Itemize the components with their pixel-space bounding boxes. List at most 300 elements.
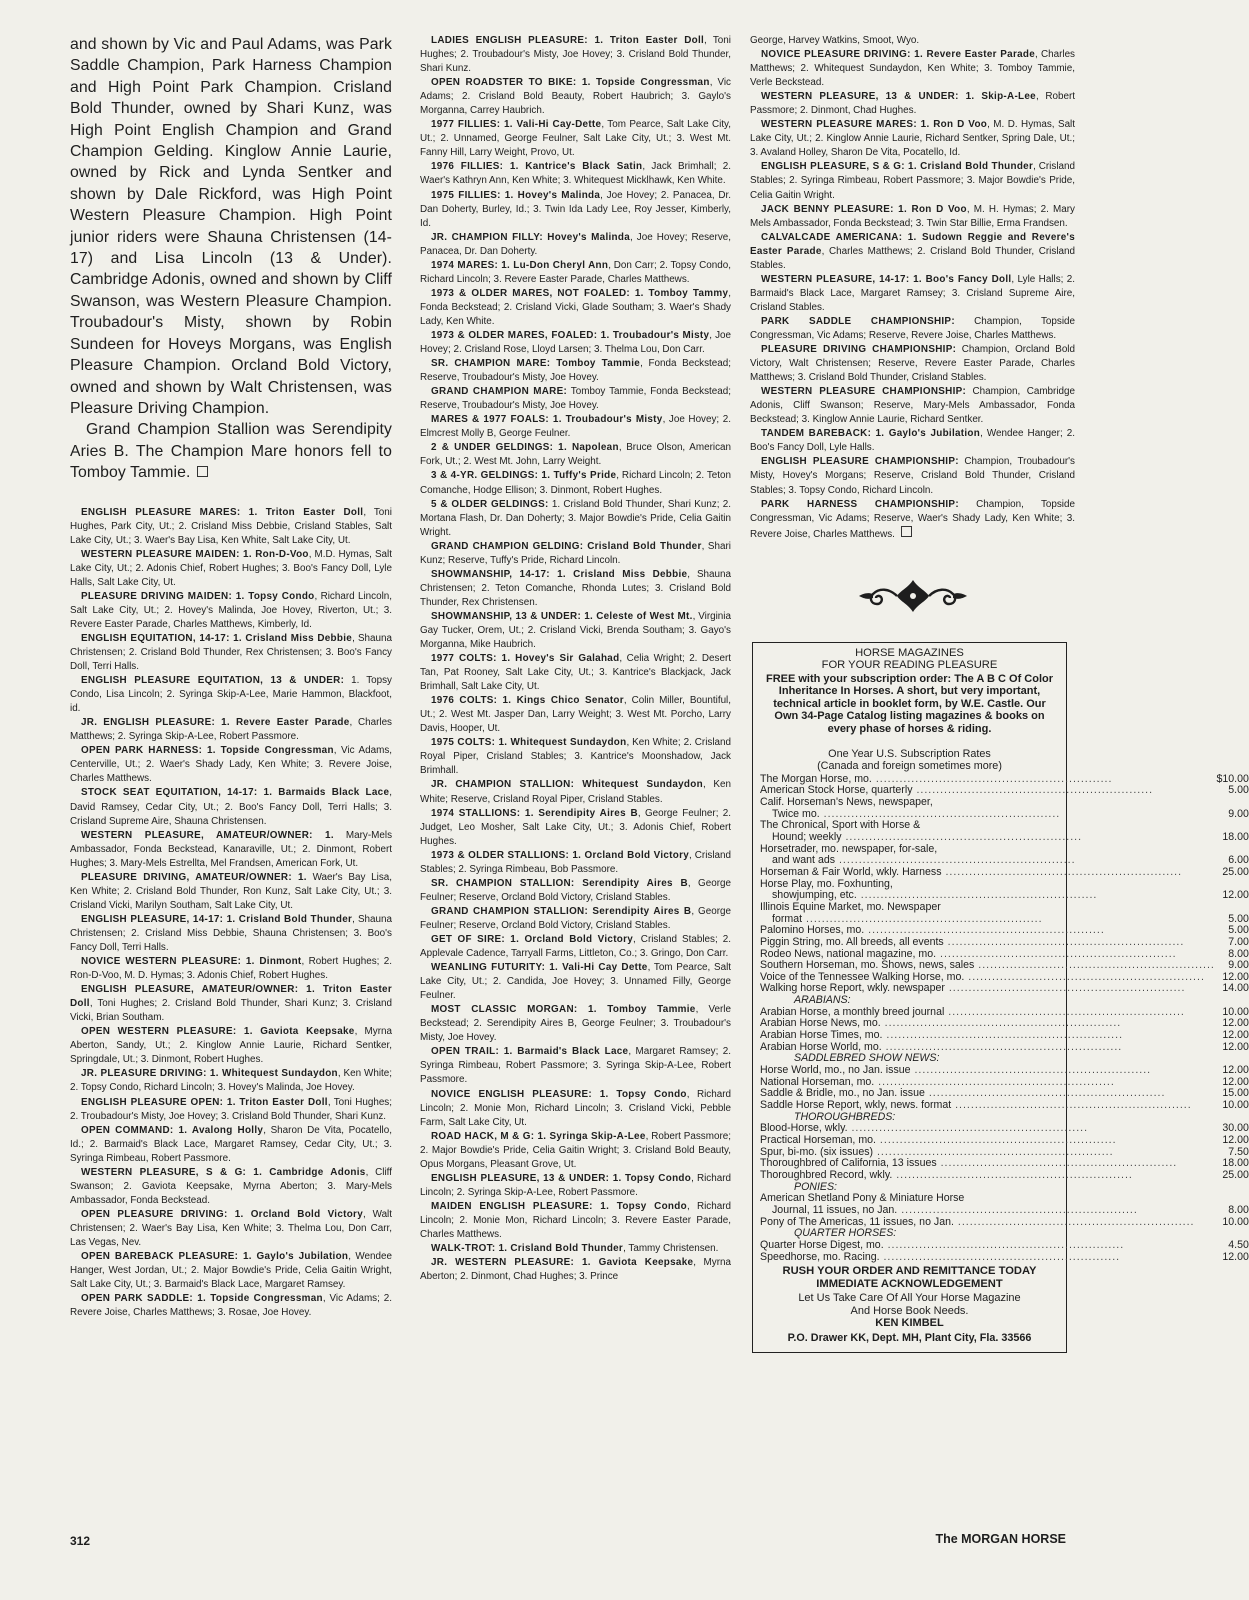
placings: Champion, Cambridge Adonis, Cliff Swanson; Reserve, Mary-Mels Ambassador, Fonda Beckstead; 3. Kinglow Annie Laurie, Richard Sentker. [750,386,1075,426]
class-name: JR. CHAMPION STALLION: Whitequest Sundaydon [431,779,703,791]
rush-order [760,1265,1059,1290]
rate-title-text: Arabian Horse World, mo. [760,1040,882,1053]
placings: , Lyle Halls; 2. Barmaid's Black Lace, Margaret Ramsey; 3. Crisland Supreme Aire, Crisland Stables. [750,273,1075,313]
result-entry [70,1124,392,1166]
placings: , Fonda Beckstead; Reserve, Troubadour's Misty, Joe Hovey. [420,358,731,384]
result-entry [70,913,392,955]
care-line: Let Us Take Care Of All Your Horse Magazine [798,1292,1021,1305]
rate-price: 12.00 [1222,1075,1249,1088]
rate-title-text: The Chronical, Sport with Horse & [760,819,921,832]
placings: , Crisland Stables; 2. Syringa Rimbeau, Bob Passmore. [420,849,731,875]
class-name: MOST CLASSIC MORGAN: 1. Tomboy Tammie [431,1004,696,1016]
result-entry [420,189,731,231]
rate-title-text: Hound; weekly [772,830,842,843]
rate-price: 12.00 [1222,970,1249,983]
rate-title-text: Arabian Horse, a monthly breed journal [760,1005,945,1018]
placings: , Myrna Aberton; 2. Dinmont, Chad Hughes; 3. Prince [420,1257,731,1283]
result-entry [70,1067,392,1095]
class-name: ENGLISH PLEASURE CHAMPIONSHIP: [761,456,959,468]
class-name: 3 & 4-YR. GELDINGS: 1. Tuffy's Pride [431,470,617,482]
result-entry [70,506,392,548]
result-entry [420,259,731,287]
class-name: PLEASURE DRIVING MAIDEN: 1. Topsy Condo [81,590,315,602]
placings: , Joe Hovey; Reserve, Panacea, Dr. Dan Doherty. [420,231,731,257]
dot-leader: ............................................................ [964,970,1205,983]
result-entry [70,632,392,674]
result-entry [70,674,392,716]
result-entry [70,590,392,632]
class-name: ENGLISH PLEASURE, 13 & UNDER: 1. Topsy Condo [431,1172,692,1184]
result-entry [70,871,392,913]
rate-title-text: The Morgan Horse, mo. [760,772,872,785]
result-entry [70,744,392,786]
result-entry [420,1242,731,1256]
result-entry [420,498,731,540]
placings: , Tammy Christensen. [623,1243,719,1255]
result-entry [420,610,731,652]
placings: , Myrna Aberton, Sandy, Ut.; 2. Kinglow Annie Laurie, Richard Sentker, Springdale, Ut.; 3. Dinmont, Robert Hughes. [70,1026,392,1066]
class-name: JR. PLEASURE DRIVING: 1. Whitequest Sundaydon [81,1068,338,1080]
result-entry [750,343,1075,385]
class-name: 1973 & OLDER MARES, NOT FOALED: 1. Tomboy Tammy [431,287,729,299]
class-name: GRAND CHAMPION GELDING: Crisland Bold Thunder [431,540,702,552]
placings: , Toni Hughes; 2. Troubadour's Misty, Joe Hovey; 3. Crisland Bold Thunder, Shari Kunz. [70,1096,392,1122]
class-name: ENGLISH PLEASURE OPEN: 1. Triton Easter Doll [81,1096,328,1108]
result-entry [420,849,731,877]
class-name: STOCK SEAT EQUITATION, 14-17: 1. Barmaids Black Lace [81,787,390,799]
placings: Champion, Topside Congressman, Vic Adams; Reserve, Revere Joise, Charles Matthews. [750,315,1075,341]
result-entry [750,315,1075,343]
placings: , Verle Beckstead; 2. Serendipity Aires B, George Feulner; 3. Troubadour's Misty, Joe Hovey. [420,1004,731,1044]
dot-leader: ............................................................ [943,935,1185,948]
results-list-1 [70,506,392,1321]
class-name: 1973 & OLDER MARES, FOALED: 1. Troubadour's Misty [431,329,710,341]
publication-name: The MORGAN HORSE [935,1532,1066,1546]
result-entry [420,1088,731,1130]
placings: , David Ramsey, Cedar City, Ut.; 2. Boo's Fancy Doll, Terri Halls; 3. Crisland Supreme Aire, Shauna Christensen. [70,787,392,827]
dot-leader: ............................................................ [892,1168,1133,1181]
dot-leader: ............................................................ [802,912,1043,925]
rate-title-text: Speedhorse, mo. Racing. [760,1250,880,1263]
rate-price: 8.00 [1228,1203,1249,1216]
result-entry [420,385,731,413]
placings: , Crisland Stables; 2. Applevale Cadence, Tarryall Farms, Littleton, Co.; 3. Gringo, Don Carr. [420,934,731,960]
class-name: OPEN COMMAND: 1. Avalong Holly [81,1124,264,1136]
placings: , Crisland Stables; 2. Syringa Rimbeau, Robert Passmore; 3. Major Bowdie's Pride, Celia Gaitin Wright. [750,161,1075,201]
rate-title-text: Journal, 11 issues, no Jan. [772,1203,898,1216]
class-name: JR. ENGLISH PLEASURE: 1. Revere Easter Parade [81,717,350,729]
dot-leader: ............................................................ [953,1215,1195,1228]
end-mark-icon [197,466,208,477]
rate-title-text: Horsetrader, mo. newspaper, for-sale, [760,842,938,855]
rate-price: 6.00 [1228,854,1249,867]
rate-price: 10.00 [1222,1099,1249,1112]
result-entry [420,329,731,357]
rate-title-text: Southern Horseman, mo. Shows, news, sales [760,959,975,972]
dot-leader: ............................................................ [882,1029,1124,1042]
placings: Champion, Troubadour's Misty, Hovey's Morgans; Reserve, Crisland Bold Thunder, Crisland Stables; 3. Topsy Condo, Richard Lincoln. [750,456,1075,496]
placings: , Walt Christensen; 2. Waer's Bay Lisa, Ken White; 3. Thelma Lou, Don Carr, Las Vegas, Nev. [70,1208,392,1248]
intro-paragraph: and shown by Vic and Paul Adams, was Park Saddle Champion, Park Harness Champion and High Point Park Champion. Crisland Bold Thunder, owned by Shari Kunz, was High Point English Champion and Grand Champion Gelding. Kinglow Annie Laurie, owned by Rick and Lynda Sentker and shown by Dale Rickford, was High Point Western Pleasure Champion. High Point junior riders were Shauna Christensen (14-17) and Lisa Lincoln (13 & Under). Cambridge Adonis, owned and shown by Cliff Swanson, was Western Pleasure Champion. Troubadour's Misty, shown by Robin Sundeen for Hoveys Morgans, was English Pleasure Champion. Orcland Bold Victory, owned and shown by Walt Christensen, was Pleasure Driving Champion. [70,36,392,417]
rate-title-text: American Stock Horse, quarterly [760,784,913,797]
placings: , Fonda Beckstead; 2. Crisland Vicki, Glade Southam; 3. Waer's Shady Lady, Ken White. [420,287,731,327]
class-name: 1974 STALLIONS: 1. Serendipity Aires B [431,807,638,819]
class-name: JACK BENNY PLEASURE: 1. Ron D Voo [761,203,967,215]
rate-price: 9.00 [1228,959,1249,972]
result-entry [420,736,731,778]
rate-price: 30.00 [1222,1122,1249,1135]
result-entry [750,90,1075,118]
care-line: And Horse Book Needs. [850,1304,969,1317]
dot-leader: ............................................................ [875,1134,1117,1146]
rate-title-text: American Shetland Pony & Miniature Horse [760,1192,965,1205]
class-name: 1976 COLTS: 1. Kings Chico Senator [431,695,624,707]
column-2 [420,34,731,1284]
rate-price [1215,797,1249,809]
result-entry [420,1003,731,1045]
class-name: GRAND CHAMPION STALLION: Serendipity Aires B [431,905,692,917]
rate-title-text: Horse World, mo., no Jan. issue [760,1064,911,1077]
class-name: NOVICE ENGLISH PLEASURE: 1. Topsy Condo [431,1088,687,1100]
rate-title-text: Quarter Horse Digest, mo. [760,1238,884,1251]
rate-title-text: Piggin String, mo. All breeds, all events [760,935,944,948]
placings: , Shauna Christensen; 2. Crisland Miss Debbie, Shauna Christensen; 3. Boo's Fancy Doll, Terri Halls. [70,913,392,953]
result-entry [420,778,731,806]
result-entry [420,694,731,736]
rate-title-text: Horse Play, mo. Foxhunting, [760,877,893,890]
rate-title-text: Illinois Equine Market, mo. Newspaper [760,900,941,913]
placings: , Robert Passmore; 2. Major Bowdie's Pride, Celia Gaitin Wright; 3. Crisland Bold Beauty, Opus Morgans, Pleasant Grove, Ut. [420,1130,731,1170]
result-entry [420,76,731,118]
placings: , Shari Kunz; Reserve, Tuffy's Pride, Richard Lincoln. [420,540,731,566]
placings: , Joe Hovey; 2. Elmcrest Molly B, George Feulner. [420,414,732,440]
placings: , Margaret Ramsey; 2. Syringa Rimbeau, Robert Passmore; 3. Syringa Skip-A-Lee, Robert Passmore. [420,1046,731,1086]
rate-price: 9.00 [1228,807,1249,820]
placings: , Ken White; 2. Crisland Royal Piper, Crisland Stables; 3. Kantrice's Moonshadow, Jack Brimhall. [420,737,731,777]
result-entry [70,1208,392,1250]
placings: , Vic Adams; 2. Revere Joise, Charles Matthews; 3. Rosae, Joe Hovey. [70,1293,392,1319]
dot-leader: ............................................................ [936,1157,1178,1170]
result-entry [750,427,1075,455]
result-entry [750,231,1075,273]
result-entry [420,1045,731,1087]
ad-free-offer: FREE with your subscription order: The A B C Of Color Inheritance In Horses. A short, but very important, technical article in booklet form, by W.E. Castle. Our Own 34-Page Catalog listing magazines & books on every phase of horses & riding. [765,672,1054,736]
rate-title-text: Palomino Horses, mo. [760,924,865,937]
dot-leader: ............................................................ [944,1005,1185,1018]
dot-leader: ............................................................ [912,784,1154,797]
rate-title-text: format [772,912,803,925]
rate-title-text: ARABIANS: [794,994,851,1007]
class-name: PLEASURE DRIVING CHAMPIONSHIP: [761,344,957,356]
rate-price: 8.00 [1228,947,1249,960]
class-name: ENGLISH PLEASURE EQUITATION, 13 & UNDER: [81,675,345,687]
result-entry [420,807,731,849]
class-name: OPEN PLEASURE DRIVING: 1. Orcland Bold Victory [81,1208,363,1220]
result-entry [420,287,731,329]
rate-title-text: Walking horse Report, wkly. newspaper [760,982,945,995]
placings: , Richard Lincoln; 2. Monie Mon, Richard Lincoln; 3. Crisland Vicki, Pebble Farm, Salt Lake City, Ut. [420,1088,731,1128]
placings: Tomboy Tammie, Fonda Beckstead; Reserve, Troubadour's Misty, Joe Hovey. [420,386,731,412]
result-entry [70,548,392,590]
placings: , Wendee Hanger, West Jordan, Ut.; 2. Major Bowdie's Pride, Celia Gaitin Wright, Salt Lake City, Ut.; 3. Barmaid's Black Lace, Margaret Ramsey. [70,1251,393,1291]
class-name: OPEN WESTERN PLEASURE: 1. Gaviota Keepsake [81,1026,355,1038]
rate-price: 18.00 [1222,1157,1249,1170]
placings: Mary-Mels Ambassador, Fonda Beckstead, Kanaraville, Ut.; 2. Dinmont, Robert Hughes; 3. Mary-Mels Estrellta, Mel Frandsen, American Fork, Ut. [70,829,393,869]
rate-title-text: QUARTER HORSES: [794,1227,897,1240]
class-name: PLEASURE DRIVING, AMATEUR/OWNER: 1. [81,871,307,883]
result-entry [420,34,731,76]
rate-price: 14.00 [1222,982,1249,995]
dot-leader: ............................................................ [883,1238,1125,1251]
class-name: 1974 MARES: 1. Lu-Don Cheryl Ann [431,259,609,271]
class-name: 1976 FILLIES: 1. Kantrice's Black Satin [431,161,643,173]
result-entry [420,961,731,1003]
rate-price: 12.00 [1222,1250,1249,1263]
placings: , Shauna Christensen; 2. Teton Comanche, Rhonda Lutes; 3. Crisland Bold Thunder, Rex Christensen. [420,568,731,608]
class-name: MAIDEN ENGLISH PLEASURE: 1. Topsy Condo [431,1200,687,1212]
class-name: SHOWMANSHIP, 13 & UNDER: 1. Celeste of West Mt. [431,610,693,622]
care-note [760,1292,1059,1317]
result-entry [750,498,1075,542]
result-entry [750,118,1075,160]
result-entry [750,385,1075,427]
rate-price: 10.00 [1222,1005,1249,1018]
result-entry [420,357,731,385]
dot-leader: ............................................................ [847,1122,1089,1135]
result-entry [70,983,392,1025]
rate-title-text: SADDLEBRED SHOW NEWS: [794,1052,940,1065]
placings: , Robert Hughes; 2. Ron-D-Voo, M. D. Hymas; 3. Adonis Chief, Robert Hughes. [70,956,392,982]
rate-title-text: Twice mo. [772,807,820,820]
class-name: WESTERN PLEASURE, 13 & UNDER: 1. Skip-A-Lee [761,91,1036,103]
class-name: OPEN ROADSTER TO BIKE: 1. Topside Congressman [431,77,710,89]
class-name: SR. CHAMPION STALLION: Serendipity Aires B [431,877,688,889]
placings: , Bruce Olson, American Fork, Ut.; 2. West Mt. John, Larry Weight. [420,442,731,468]
class-name: OPEN TRAIL: 1. Barmaid's Black Lace [431,1046,629,1058]
rate-title-text: Arabian Horse News, mo. [760,1017,881,1030]
rate-title-text: National Horseman, mo. [760,1075,875,1088]
placings: , Don Carr; 2. Topsy Condo, Richard Lincoln; 3. Revere Easter Parade, Charles Matthews. [420,259,731,285]
class-name: PARK HARNESS CHAMPIONSHIP: [761,498,959,510]
placings: , Celia Wright; 2. Desert Tan, Pat Rooney, Salt Lake City, Ut.; 3. Kantrice's Blackjack, Jack Brimhall, Salt Lake City, Ut. [420,653,731,693]
rates-note: (Canada and foreign sometimes more) [817,759,1002,772]
column-1 [70,34,392,1320]
rate-title-text: Pony of The Americas, 11 issues, no Jan. [760,1215,954,1228]
dot-leader: ............................................................ [819,807,1061,820]
class-name: GRAND CHAMPION MARE: [431,386,568,398]
placings: , Robert Passmore; 2. Dinmont, Chad Hughes. [750,91,1075,117]
rate-price: 25.00 [1222,865,1249,878]
page-number: 312 [70,1534,91,1548]
intro-paragraph-text: Grand Champion Stallion was Serendipity Aries B. The Champion Mare honors fell to Tomboy Tammie. [70,421,392,482]
class-name: WEANLING FUTURITY: 1. Vali-Hi Cay Dette [431,962,648,974]
placings: , Richard Lincoln; 2. Monie Mon, Richard Lincoln; 3. Revere Easter Parade, Charles Matthews. [420,1200,732,1240]
ad-subheading: FOR YOUR READING PLEASURE [821,659,998,672]
dot-leader: ............................................................ [873,1145,1114,1158]
result-entry [70,955,392,983]
result-entry [70,716,392,744]
rate-row [760,1252,1249,1264]
result-entry [420,1130,731,1172]
placings: , Charles Matthews; 2. Syringa Skip-A-Lee, Robert Passmore. [70,717,392,743]
rate-price: 7.50 [1228,1145,1249,1158]
class-name: PARK SADDLE CHAMPIONSHIP: [761,315,955,327]
results-list-2 [420,34,731,1284]
class-name: MARES & 1977 FOALS: 1. Troubadour's Misty [431,414,663,426]
rate-price: 12.00 [1222,1064,1249,1077]
result-entry [750,273,1075,315]
rate-title-text: PONIES: [794,1180,837,1193]
rate-title-text: THOROUGHBREDS: [794,1110,896,1123]
class-name: ENGLISH PLEASURE MARES: 1. Triton Easter Doll [81,506,364,518]
fleuron-ornament-icon [750,576,1075,616]
placings: , George Feulner; Reserve, Orcland Bold Victory, Crisland Stables. [420,877,731,903]
rate-price: 4.50 [1228,1238,1249,1251]
rate-price: 12.00 [1222,1029,1249,1042]
result-entry [70,1250,392,1292]
rate-title-text: Blood-Horse, wkly. [760,1122,848,1135]
result-entry [420,1256,731,1284]
class-name: TANDEM BAREBACK: 1. Gaylo's Jubilation [761,428,981,440]
rate-price [1215,1182,1249,1194]
result-entry [750,160,1075,202]
result-entry [420,568,731,610]
results-list-3 [750,34,1075,542]
class-name: 1975 COLTS: 1. Whitequest Sundaydon [431,737,627,749]
placings: Champion, Topside Congressman, Vic Adams; Reserve, Waer's Shady Lady, Ken White; 3. Revere Joise, Charles Matthews. [750,498,1075,540]
rates-title: One Year U.S. Subscription Rates [828,747,991,760]
class-name: CALVALCADE AMERICANA: 1. Sudown Reggie and Revere's Easter Parade [750,231,1075,257]
placings: , Jack Brimhall; 2. Waer's Kathryn Ann, Ken White; 3. Whitequest Micklhawk, Ken White. [420,161,731,187]
placings: , Ken White; 2. Topsy Condo, Richard Lincoln; 3. Hovey's Malinda, Joe Hovey. [70,1068,392,1094]
rate-title-text: Saddle & Bridle, mo., no Jan. issue [760,1087,925,1100]
class-name: WESTERN PLEASURE MAIDEN: 1. Ron-D-Voo [81,548,309,560]
class-name: 1975 FILLIES: 1. Hovey's Malinda [431,189,601,201]
rate-title-text: Thoroughbred Record, wkly. [760,1168,893,1181]
placings: 1. Crisland Bold Thunder, Shari Kunz; 2. Mortana Flash, Dr. Dan Doherty; 3. Major Bowdie's Pride, Celia Gaitin Wright. [420,498,731,538]
advertiser-address: P.O. Drawer KK, Dept. MH, Plant City, Fla. 33566 [787,1331,1032,1344]
class-name: SR. CHAMPION MARE: Tomboy Tammie [431,358,641,370]
column-3 [750,34,1249,1353]
result-entry [420,540,731,568]
result-entry [420,441,731,469]
placings: , Toni Hughes, Park City, Ut.; 2. Crisland Miss Debbie, Crisland Stables, Salt Lake City, Ut.; 3. Waer's Bay Lisa, Ken White, Salt Lake City, Ut. [70,506,392,546]
rate-title-text: Calif. Horseman's News, newspaper, [760,795,933,808]
placings: , Virginia Gay Tucker, Orem, Ut.; 2. Crisland Vicki, Brenda Southam; 3. Gayo's Morganna, Mike Haubrich. [420,610,731,651]
result-entry [420,652,731,694]
class-name: OPEN PARK HARNESS: 1. Topside Congressman [81,745,334,757]
class-name: WESTERN PLEASURE CHAMPIONSHIP: [761,386,967,398]
rate-price: 5.00 [1228,924,1249,937]
placings: , Richard Lincoln; 2. Teton Comanche, Hodge Ellison; 3. Dinmont, Robert Hughes. [420,470,731,496]
class-name: LADIES ENGLISH PLEASURE: 1. Triton Easter Doll [431,35,705,46]
placings: , Tom Pearce, Salt Lake City, Ut.; 2. Unnamed, George Feulner, Salt Lake City, Ut.; 3. West Mt. Fanny Hill, Larry Weight, Provo, Ut. [420,119,732,159]
result-entry [420,1172,731,1200]
result-entry [420,1200,731,1242]
placings: , Joe Hovey; 2. Panacea, Dr. Dan Doherty, Burley, Id.; 3. Twin Ida Lady Lee, Roy Jesser, Kimberly, Id. [420,189,731,229]
placings: , M. H. Hymas; 2. Mary Mels Ambassador, Fonda Beckstead; 3. Twin Star Billie, Erma Frandsen. [750,203,1075,229]
dot-leader: ............................................................ [910,1064,1152,1077]
dot-leader: ............................................................ [936,947,1177,960]
rate-price: $10.00 [1216,772,1249,785]
rate-price: 12.00 [1222,889,1249,902]
class-name: 1977 COLTS: 1. Hovey's Sir Galahad [431,653,620,665]
class-name: WESTERN PLEASURE MARES: 1. Ron D Voo [761,119,988,131]
dot-leader: ............................................................ [841,830,1083,843]
result-entry [750,48,1075,90]
dot-leader: ............................................................ [874,1075,1115,1088]
class-name: JR. CHAMPION FILLY: Hovey's Malinda [431,231,631,243]
advertiser-name: KEN KIMBEL [875,1317,944,1330]
class-name: JR. WESTERN PLEASURE: 1. Gaviota Keepsake [431,1257,694,1269]
placings: , George Feulner; Reserve, Orcland Bold Victory, Crisland Stables. [420,905,731,931]
placings: , Richard Lincoln, Salt Lake City, Ut.; 2. Hovey's Malinda, Joe Hovey, Riverton, Ut.; 3. Revere Easter Parade, Charles Matthews, Kimberly, Id. [70,590,393,630]
result-entry [420,877,731,905]
placings: , Shauna Christensen; 2. Crisland Bold Thunder, Rex Christensen; 3. Boo's Fancy Doll, Terri Halls. [70,632,392,673]
class-name: 1977 FILLIES: 1. Vali-Hi Cay-Dette [431,119,602,131]
class-name: OPEN PARK SADDLE: 1. Topside Congressman [81,1293,323,1305]
class-name: 2 & UNDER GELDINGS: 1. Napolean [431,442,619,454]
end-mark-icon [901,526,912,537]
rates-heading [760,748,1059,772]
placings: 1. Topsy Condo, Lisa Lincoln; 2. Syringa Skip-A-Lee, Marie Hammon, Blackfoot, id. [70,675,392,715]
result-entry [420,231,731,259]
class-name: ROAD HACK, M & G: 1. Syringa Skip-A-Lee [431,1130,646,1142]
placings: , Ken White; Reserve, Crisland Royal Piper, Crisland Stables. [420,779,732,805]
placings: , Wendee Hanger; 2. Boo's Fancy Doll, Lyle Halls. [750,428,1075,454]
dot-leader: ............................................................ [941,865,1183,878]
result-entry [70,786,392,828]
result-entry [70,1166,392,1208]
rate-price: 18.00 [1222,830,1249,843]
dot-leader: ............................................................ [880,1017,1122,1030]
rush-line: IMMEDIATE ACKNOWLEDGEMENT [816,1277,1003,1290]
dot-leader: ............................................................ [879,1250,1121,1263]
class-name: 1973 & OLDER STALLIONS: 1. Orcland Bold Victory [431,849,690,861]
placings: , M.D. Hymas, Salt Lake City, Ut.; 2. Adonis Chief, Robert Hughes; 3. Boo's Fancy Doll, Lyle Halls, Salt Lake City, Ut. [70,548,392,588]
result-entry [750,203,1075,231]
rate-price: 5.00 [1228,912,1249,925]
placings: , Richard Lincoln; 2. Syringa Skip-A-Lee, Robert Passmore. [420,1172,732,1198]
class-name: ENGLISH PLEASURE, S & G: 1. Crisland Bold Thunder [761,161,1034,173]
rate-title-text: Thoroughbred of California, 13 issues [760,1157,937,1170]
magazine-ad-box [752,642,1249,1353]
rate-title-text: Horseman & Fair World, wkly. Harness [760,865,942,878]
class-name: NOVICE WESTERN PLEASURE: 1. Dinmont [81,956,302,968]
rate-title-text: Rodeo News, national magazine, mo. [760,947,937,960]
rate-price: 15.00 [1222,1087,1249,1100]
result-entry [70,1292,392,1320]
dot-leader: ............................................................ [924,1087,1166,1100]
intro-paragraph [70,419,392,483]
result-entry [70,829,392,871]
rate-price: 10.00 [1222,1215,1249,1228]
placings: , Tom Pearce, Salt Lake City, Ut.; 2. Candida, Joe Hovey; 3. Unnamed Filly, George Feulner. [420,962,732,1002]
dot-leader: ............................................................ [835,854,1076,867]
class-name: GET OF SIRE: 1. Orcland Bold Victory [431,934,634,945]
rate-title-text: Spur, bi-mo. (six issues) [760,1145,874,1158]
rate-price: 12.00 [1222,1040,1249,1053]
class-name: ENGLISH PLEASURE, AMATEUR/OWNER: 1. Triton Easter Doll [70,984,392,1010]
result-entry [420,118,731,160]
ad-heading: HORSE MAGAZINES [855,646,964,659]
placings: , Charles Matthews; 2. Crisland Bold Thunder, Crisland Stables. [750,245,1075,271]
dot-leader: ............................................................ [951,1099,1192,1112]
class-name: NOVICE PLEASURE DRIVING: 1. Revere Easter Parade [761,49,1036,61]
dot-leader: ............................................................ [944,982,1186,995]
rates-table [760,774,1249,1264]
result-entry [70,1096,392,1124]
